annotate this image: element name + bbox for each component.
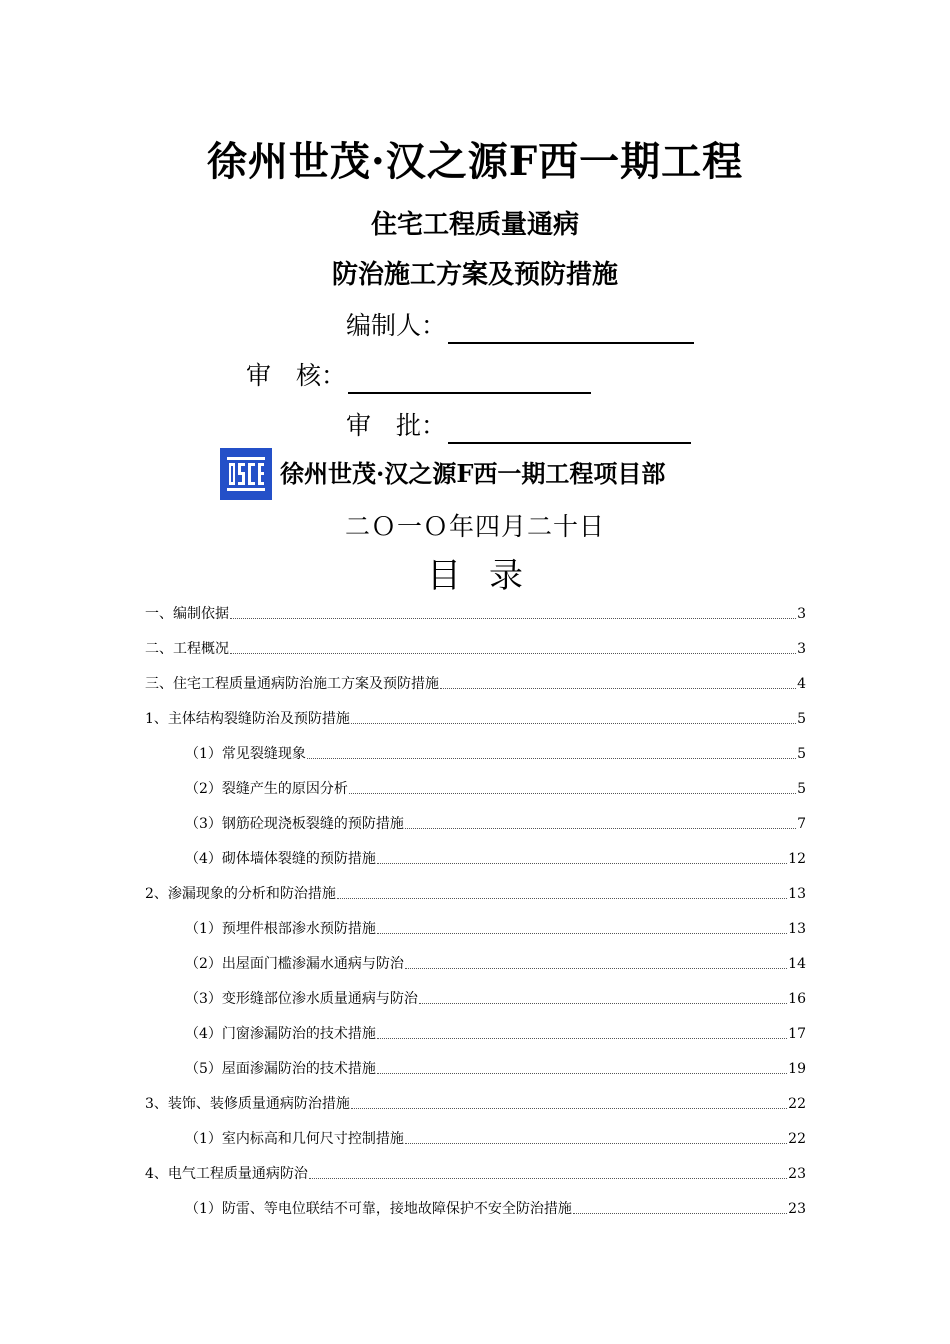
toc-subentry[interactable] [145, 1121, 806, 1156]
toc-leader [230, 652, 796, 654]
toc-leader [573, 1212, 787, 1214]
toc-leader [377, 932, 787, 934]
toc-leader [419, 1002, 787, 1004]
toc-subentry[interactable] [145, 946, 806, 981]
toc-entry-page: 13 [788, 920, 806, 937]
toc-entry-page: 5 [797, 710, 806, 727]
toc-entry[interactable] [145, 666, 806, 701]
signature-reviewer [246, 358, 591, 394]
toc-leader [377, 1037, 787, 1039]
toc-entry-page: 7 [797, 815, 806, 832]
toc-entry-page: 19 [788, 1060, 806, 1077]
toc-subentry[interactable] [145, 1191, 806, 1226]
toc-entry-page: 4 [797, 675, 806, 692]
toc-entry[interactable] [145, 876, 806, 911]
cover-subtitle-1: 住宅工程质量通病 [370, 210, 579, 240]
toc-entry-text: 2、渗漏现象的分析和防治措施 [145, 885, 336, 902]
toc-subentry[interactable] [145, 981, 806, 1016]
toc-leader [349, 792, 796, 794]
toc-entry-page: 23 [788, 1165, 806, 1182]
toc-entry[interactable] [145, 596, 806, 631]
toc-entry-text: （1）室内标高和几何尺寸控制措施 [185, 1130, 404, 1147]
toc-entry-text: （4）砌体墙体裂缝的预防措施 [185, 850, 376, 867]
toc-entry-text: 1、主体结构裂缝防治及预防措施 [145, 710, 350, 727]
toc-leader [377, 1072, 787, 1074]
signature-approver [346, 408, 691, 444]
toc-entry-text: （2）出屋面门槛渗漏水通病与防治 [185, 955, 404, 972]
signature-line [448, 414, 691, 444]
toc-entry-page: 14 [788, 955, 806, 972]
toc-leader [351, 1107, 787, 1109]
toc-entry-text: （1）常见裂缝现象 [185, 745, 306, 762]
toc-leader [405, 967, 787, 969]
toc-subentry[interactable] [145, 806, 806, 841]
toc-entry[interactable] [145, 701, 806, 736]
toc-entry-page: 22 [788, 1130, 806, 1147]
toc-entry-page: 5 [797, 745, 806, 762]
toc-entry-page: 17 [788, 1025, 806, 1042]
toc-subentry[interactable] [145, 771, 806, 806]
toc-entry[interactable] [145, 1156, 806, 1191]
toc-entry-text: （4）门窗渗漏防治的技术措施 [185, 1025, 376, 1042]
toc-leader [351, 722, 796, 724]
signature-label: 审 核： [246, 361, 347, 390]
toc-entry-page: 3 [797, 605, 806, 622]
cover-title: 徐州世茂·汉之源F西一期工程 [206, 138, 744, 185]
toc-entry-page: 3 [797, 640, 806, 657]
toc-leader [377, 862, 787, 864]
cover-subtitle-2: 防治施工方案及预防措施 [331, 260, 618, 290]
toc-subentry[interactable] [145, 1051, 806, 1086]
toc-heading-char: 录 [489, 556, 523, 596]
toc-entry-page: 13 [788, 885, 806, 902]
toc-entry-page: 22 [788, 1095, 806, 1112]
toc-entry-text: 一、编制依据 [145, 605, 229, 622]
toc-entry-page: 5 [797, 780, 806, 797]
toc-subentry[interactable] [145, 911, 806, 946]
toc-heading-char: 目 [427, 556, 461, 596]
toc-entry-text: （3）变形缝部位渗水质量通病与防治 [185, 990, 418, 1007]
toc-entry-text: （1）防雷、等电位联结不可靠，接地故障保护不安全防治措施 [185, 1200, 572, 1217]
toc-entry-text: 二、工程概况 [145, 640, 229, 657]
signature-label: 审 批： [346, 411, 447, 440]
signature-line [348, 364, 591, 394]
toc-entry-page: 23 [788, 1200, 806, 1217]
toc-entry-text: 4、电气工程质量通病防治 [145, 1165, 308, 1182]
toc-entry-text: 三、住宅工程质量通病防治施工方案及预防措施 [145, 675, 439, 692]
signature-compiler [346, 308, 694, 344]
toc-entry-page: 16 [788, 990, 806, 1007]
toc-leader [405, 1142, 787, 1144]
toc-leader [405, 827, 796, 829]
toc-entry[interactable] [145, 631, 806, 666]
document-date: 二Ｏ一Ｏ年四月二十日 [344, 512, 605, 541]
organization-name: 徐州世茂·汉之源F西一期工程项目部 [280, 459, 666, 488]
toc-leader [230, 617, 796, 619]
toc-leader [440, 687, 796, 689]
toc-entry-text: （5）屋面渗漏防治的技术措施 [185, 1060, 376, 1077]
toc-entry-page: 12 [788, 850, 806, 867]
company-logo-icon [220, 448, 272, 500]
toc-leader [307, 757, 796, 759]
toc-entry-text: （2）裂缝产生的原因分析 [185, 780, 348, 797]
toc-subentry[interactable] [145, 841, 806, 876]
toc-leader [337, 897, 787, 899]
table-of-contents [145, 596, 806, 1226]
toc-entry-text: （1）预埋件根部渗水预防措施 [185, 920, 376, 937]
toc-entry-text: （3）钢筋砼现浇板裂缝的预防措施 [185, 815, 404, 832]
toc-subentry[interactable] [145, 1016, 806, 1051]
toc-heading [0, 554, 950, 598]
toc-entry-text: 3、装饰、装修质量通病防治措施 [145, 1095, 350, 1112]
toc-entry[interactable] [145, 1086, 806, 1121]
signature-label: 编制人： [346, 311, 447, 340]
signature-line [448, 314, 694, 344]
toc-leader [309, 1177, 787, 1179]
toc-subentry[interactable] [145, 736, 806, 771]
